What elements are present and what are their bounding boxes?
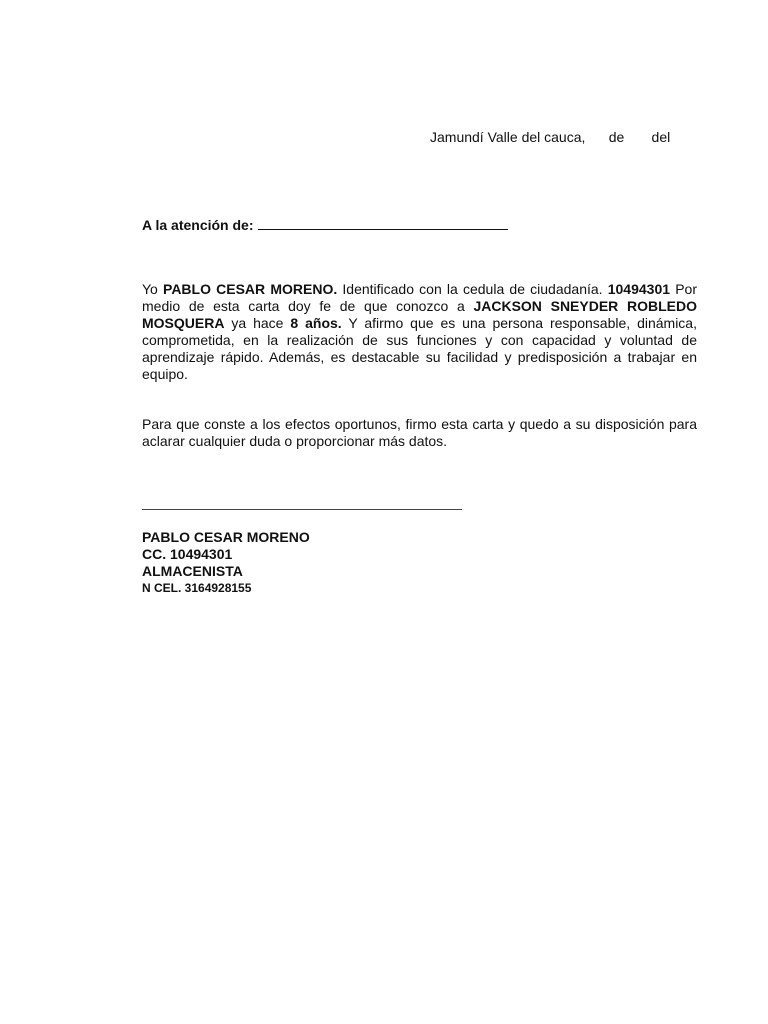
- signature-line: [142, 509, 462, 510]
- years-known: 8 años.: [290, 315, 342, 331]
- signature-name: PABLO CESAR MORENO: [142, 529, 310, 545]
- p1-text-2: Identificado con la cedula de ciudadanía.: [337, 281, 608, 297]
- attention-line: [142, 216, 508, 234]
- date-de-text: de: [608, 129, 625, 145]
- date-del-text: del: [651, 129, 671, 145]
- place-text: Jamundí Valle del cauca,: [430, 129, 586, 145]
- p1-text-3: Por medio de esta carta doy fe de que conozco a: [142, 281, 697, 314]
- attention-blank-line: [258, 217, 508, 230]
- p1-text-1: Yo: [142, 281, 164, 297]
- signature-cc: CC. 10494301: [142, 546, 233, 562]
- place-date-line: [430, 128, 670, 146]
- p1-text-4: ya hace: [224, 315, 291, 331]
- referred-person-name: JACKSON SNEYDER ROBLEDO MOSQUERA: [142, 298, 698, 331]
- p1-text-5: Y afirmo que es una persona responsable, dinámica, comprometida, en la realización de sus funciones y con capacidad y voluntad de aprendizaje rápido. Además, es destacable su facilidad y predisposición a trabajar en equipo.: [142, 315, 697, 382]
- id-number-inline: 10494301: [607, 281, 671, 297]
- signer-name-inline: PABLO CESAR MORENO.: [163, 281, 338, 297]
- signature-phone: N CEL. 3164928155: [142, 581, 252, 595]
- paragraph-introduction: [142, 281, 697, 383]
- spacer: [585, 129, 608, 145]
- signature-role: ALMACENISTA: [142, 563, 243, 579]
- signature-block: [142, 529, 310, 596]
- attention-label: A la atención de:: [142, 217, 254, 233]
- spacer: [624, 129, 651, 145]
- paragraph-closing: Para que conste a los efectos oportunos, firmo esta carta y quedo a su disposición para aclarar cualquier duda o proporcionar más datos.: [142, 416, 697, 449]
